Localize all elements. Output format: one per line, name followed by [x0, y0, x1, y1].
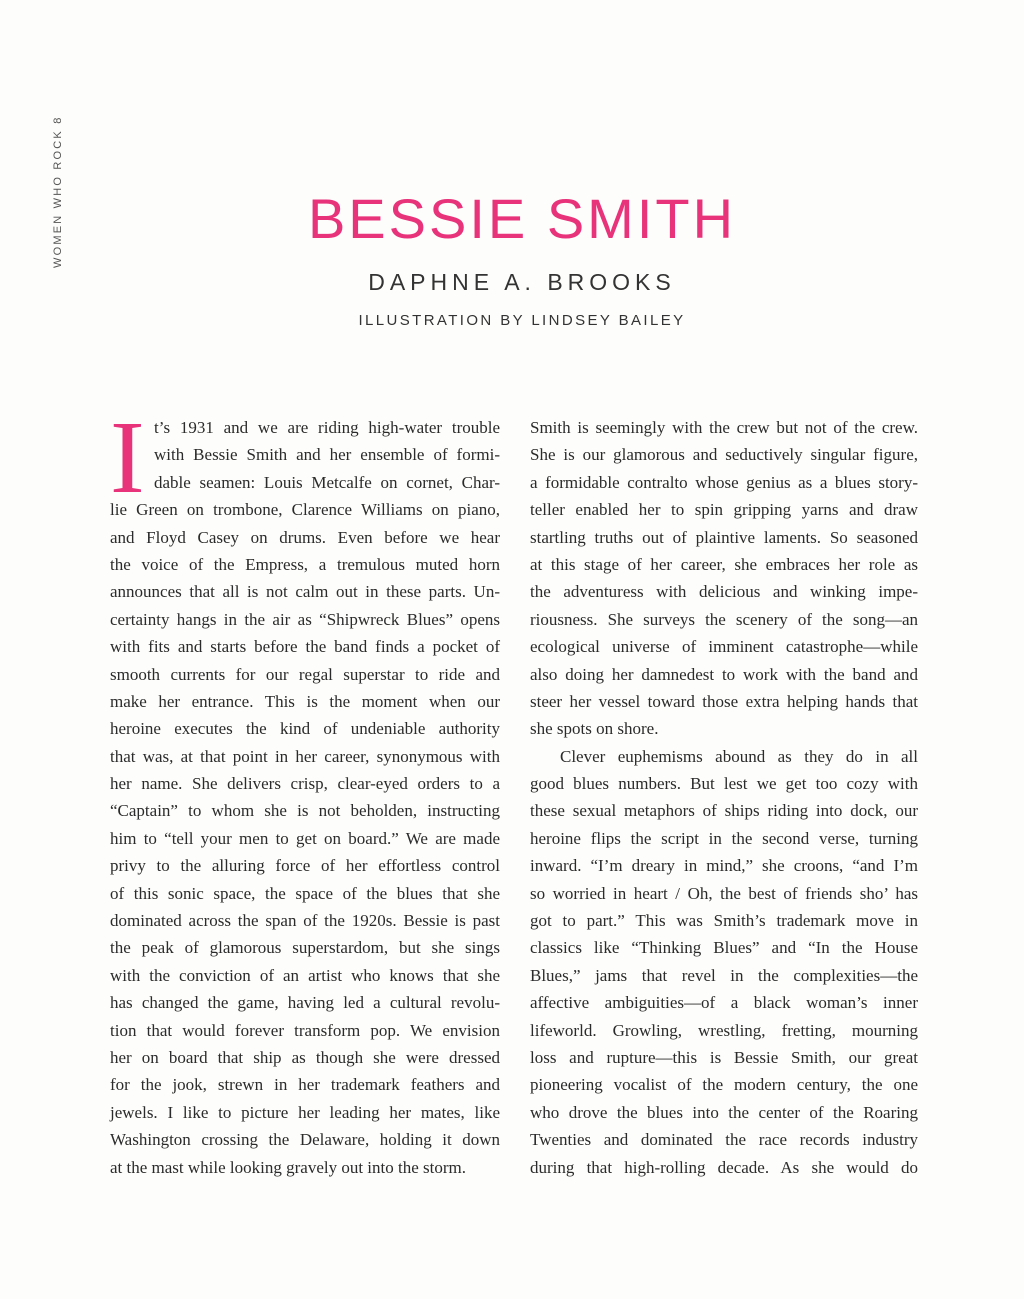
text-line: at this stage of her career, she embraces her role as [530, 554, 918, 574]
text-line: affective ambiguities—of a black woman’s inner [530, 993, 918, 1013]
text-line: dominated across the span of the 1920s. Bessie is past [110, 911, 500, 931]
text-line: these sexual metaphors of ships riding into dock, our [530, 801, 918, 821]
text-line: She is our glamorous and seductively singular figure, [530, 445, 918, 465]
illustration-credit: ILLUSTRATION BY LINDSEY BAILEY [358, 312, 686, 329]
text-line: ecological universe of imminent catastrophe—while [530, 637, 918, 657]
text-line: t’s 1931 and we are riding high-water trouble [154, 418, 500, 437]
text-line: during that high-rolling decade. As she would do [530, 1157, 918, 1177]
text-line: her on board that ship as though she were dressed [110, 1047, 500, 1067]
text-line: who drove the blues into the center of the Roaring [530, 1102, 918, 1122]
text-line: also doing her damnedest to work with the band and [530, 664, 918, 684]
text-line: good blues numbers. But lest we get too cozy with [530, 774, 918, 794]
text-line: jewels. I like to picture her leading her mates, like [110, 1102, 500, 1122]
text-line: announces that all is not calm out in these parts. Un- [110, 582, 500, 602]
text-line: startling truths out of plaintive laments. So seasoned [530, 527, 918, 547]
text-line: and Floyd Casey on drums. Even before we hear [110, 527, 500, 547]
text-line: teller enabled her to spin gripping yarns and draw [530, 500, 918, 520]
text-line: has changed the game, having led a cultural revolu- [110, 993, 500, 1013]
article-title: BESSIE SMITH [307, 187, 737, 250]
text-line: a formidable contralto whose genius as a blues story- [530, 472, 918, 492]
text-line: with Bessie Smith and her ensemble of formi- [154, 445, 500, 465]
text-line: Washington crossing the Delaware, holding it down [110, 1130, 500, 1150]
text-line: her name. She delivers crisp, clear-eyed orders to a [110, 774, 500, 794]
text-line: the peak of glamorous superstardom, but she sings [110, 938, 500, 958]
text-line: heroine executes the kind of undeniable authority [110, 719, 500, 739]
text-line: for the jook, strewn in her trademark feathers and [110, 1075, 500, 1095]
text-line: make her entrance. This is the moment when our [110, 691, 500, 711]
text-line: him to “tell your men to get on board.” We are made [110, 828, 500, 848]
text-line: that was, at that point in her career, synonymous with [110, 746, 500, 766]
text-line: certainty hangs in the air as “Shipwreck Blues” opens [110, 609, 500, 629]
text-line: inward. “I’m dreary in mind,” she croons, “and I’m [530, 856, 918, 876]
text-line: with the conviction of an artist who knows that she [110, 965, 500, 985]
text-line: of this sonic space, the space of the blues that she [110, 883, 500, 903]
text-line: privy to the alluring force of her effortless control [110, 856, 500, 876]
running-head: WOMEN WHO ROCK 8 [52, 115, 64, 268]
text-line: Blues,” jams that revel in the complexities—the [530, 965, 918, 985]
text-line: dable seamen: Louis Metcalfe on cornet, Char- [154, 472, 500, 492]
drop-cap: I [110, 400, 145, 515]
text-line: with fits and starts before the band finds a pocket of [110, 637, 500, 657]
author-name: DAPHNE A. BROOKS [368, 269, 676, 295]
text-line: Twenties and dominated the race records industry [530, 1130, 918, 1150]
text-line: heroine flips the script in the second verse, turning [530, 828, 918, 848]
right-column [530, 414, 918, 1181]
text-line: lifeworld. Growling, wrestling, fretting, mourning [530, 1020, 918, 1040]
text-line: got to part.” This was Smith’s trademark move in [530, 911, 918, 931]
text-line: Smith is seemingly with the crew but not of the crew. [530, 418, 918, 437]
text-line: “Captain” to whom she is not beholden, instructing [110, 801, 500, 821]
text-line: smooth currents for our regal superstar to ride and [110, 664, 500, 684]
text-line: so worried in heart / Oh, the best of friends sho’ has [530, 883, 918, 903]
text-line: pioneering vocalist of the modern century, the one [530, 1075, 918, 1095]
text-line: tion that would forever transform pop. We envision [110, 1020, 500, 1040]
text-line: the adventuress with delicious and winking impe- [530, 582, 918, 602]
text-line: riousness. She surveys the scenery of the song—an [530, 609, 918, 629]
text-line: she spots on shore. [530, 719, 659, 739]
text-line: at the mast while looking gravely out into the storm. [110, 1157, 466, 1177]
left-column [110, 400, 500, 1181]
text-line: loss and rupture—this is Bessie Smith, our great [530, 1047, 918, 1067]
text-line: Clever euphemisms abound as they do in all [560, 746, 918, 766]
text-line: lie Green on trombone, Clarence Williams on piano, [110, 500, 500, 520]
text-line: classics like “Thinking Blues” and “In the House [530, 938, 918, 958]
text-line: the voice of the Empress, a tremulous muted horn [110, 554, 500, 574]
text-line: steer her vessel toward those extra helping hands that [530, 691, 918, 711]
